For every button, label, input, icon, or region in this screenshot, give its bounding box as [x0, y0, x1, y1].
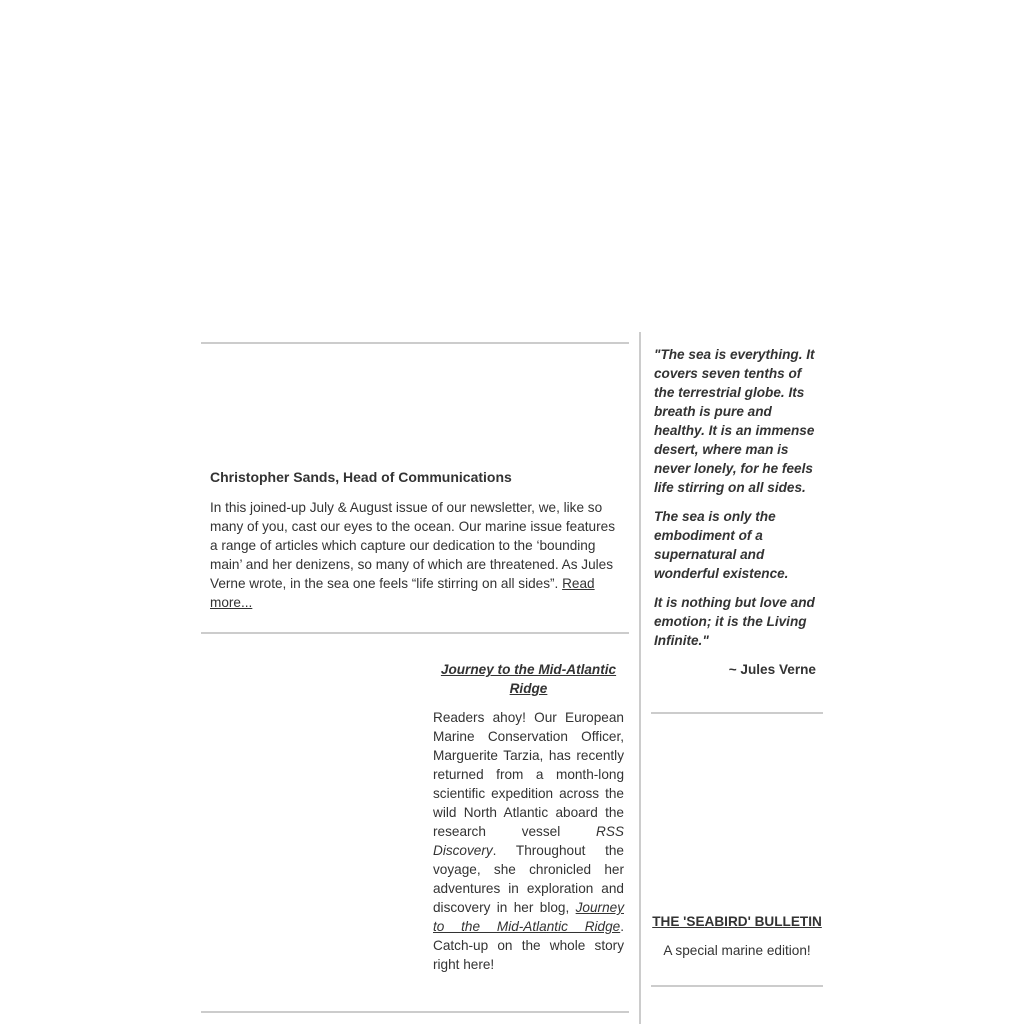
article-body-part3: . Catch-up on the whole story right here! — [433, 919, 624, 972]
blog-link[interactable]: Journey to the Mid-Atlantic Ridge — [433, 900, 624, 934]
sidebar-divider — [651, 712, 823, 714]
sidebar-divider — [651, 985, 823, 987]
bulletin-title — [651, 912, 823, 931]
intro-author: Christopher Sands, Head of Communications — [210, 469, 512, 485]
article-title-link[interactable]: Journey to the Mid-Atlantic Ridge — [440, 662, 617, 696]
quote-paragraph-3: It is nothing but love and emotion; it is the Living Infinite." — [654, 595, 815, 648]
intro-text — [210, 498, 620, 612]
quote-paragraph-2: The sea is only the embodiment of a supernatural and wonderful existence. — [654, 509, 789, 581]
article-body — [433, 708, 624, 974]
quote-paragraph-1: "The sea is everything. It covers seven tenths of the terrestrial globe. Its breath is pure and healthy. It is an immense desert, where man is never lonely, for he feels life stirring on all sides. — [654, 347, 815, 495]
bulletin-subtitle: A special marine edition! — [663, 943, 811, 958]
divider — [201, 1011, 629, 1013]
sidebar-quote — [654, 345, 824, 660]
quote-author: ~ Jules Verne — [728, 662, 816, 677]
vessel-name: RSS Discovery — [433, 824, 624, 858]
article-title — [433, 660, 624, 698]
intro-body: In this joined-up July & August issue of our newsletter, we, like so many of you, cast our eyes to the ocean. Our marine issue features a range of articles which capture our dedication to the ‘bounding main’ and her denizens, so many of which are threatened. As Jules Verne wrote, in the sea one feels “life stirring on all sides”. — [210, 500, 615, 591]
article-body-part1: Readers ahoy! Our European Marine Conservation Officer, Marguerite Tarzia, has recently returned from a month-long scientific expedition across the wild North Atlantic aboard the research vessel — [433, 710, 624, 839]
column-divider — [639, 332, 641, 1024]
divider — [201, 632, 629, 634]
divider — [201, 342, 629, 344]
read-more-link[interactable]: Read more... — [210, 576, 595, 610]
article-body-part2: . Throughout the voyage, she chronicled her adventures in exploration and discovery in her blog, — [433, 843, 624, 915]
bulletin-link[interactable]: THE 'SEABIRD' BULLETIN — [652, 914, 822, 929]
